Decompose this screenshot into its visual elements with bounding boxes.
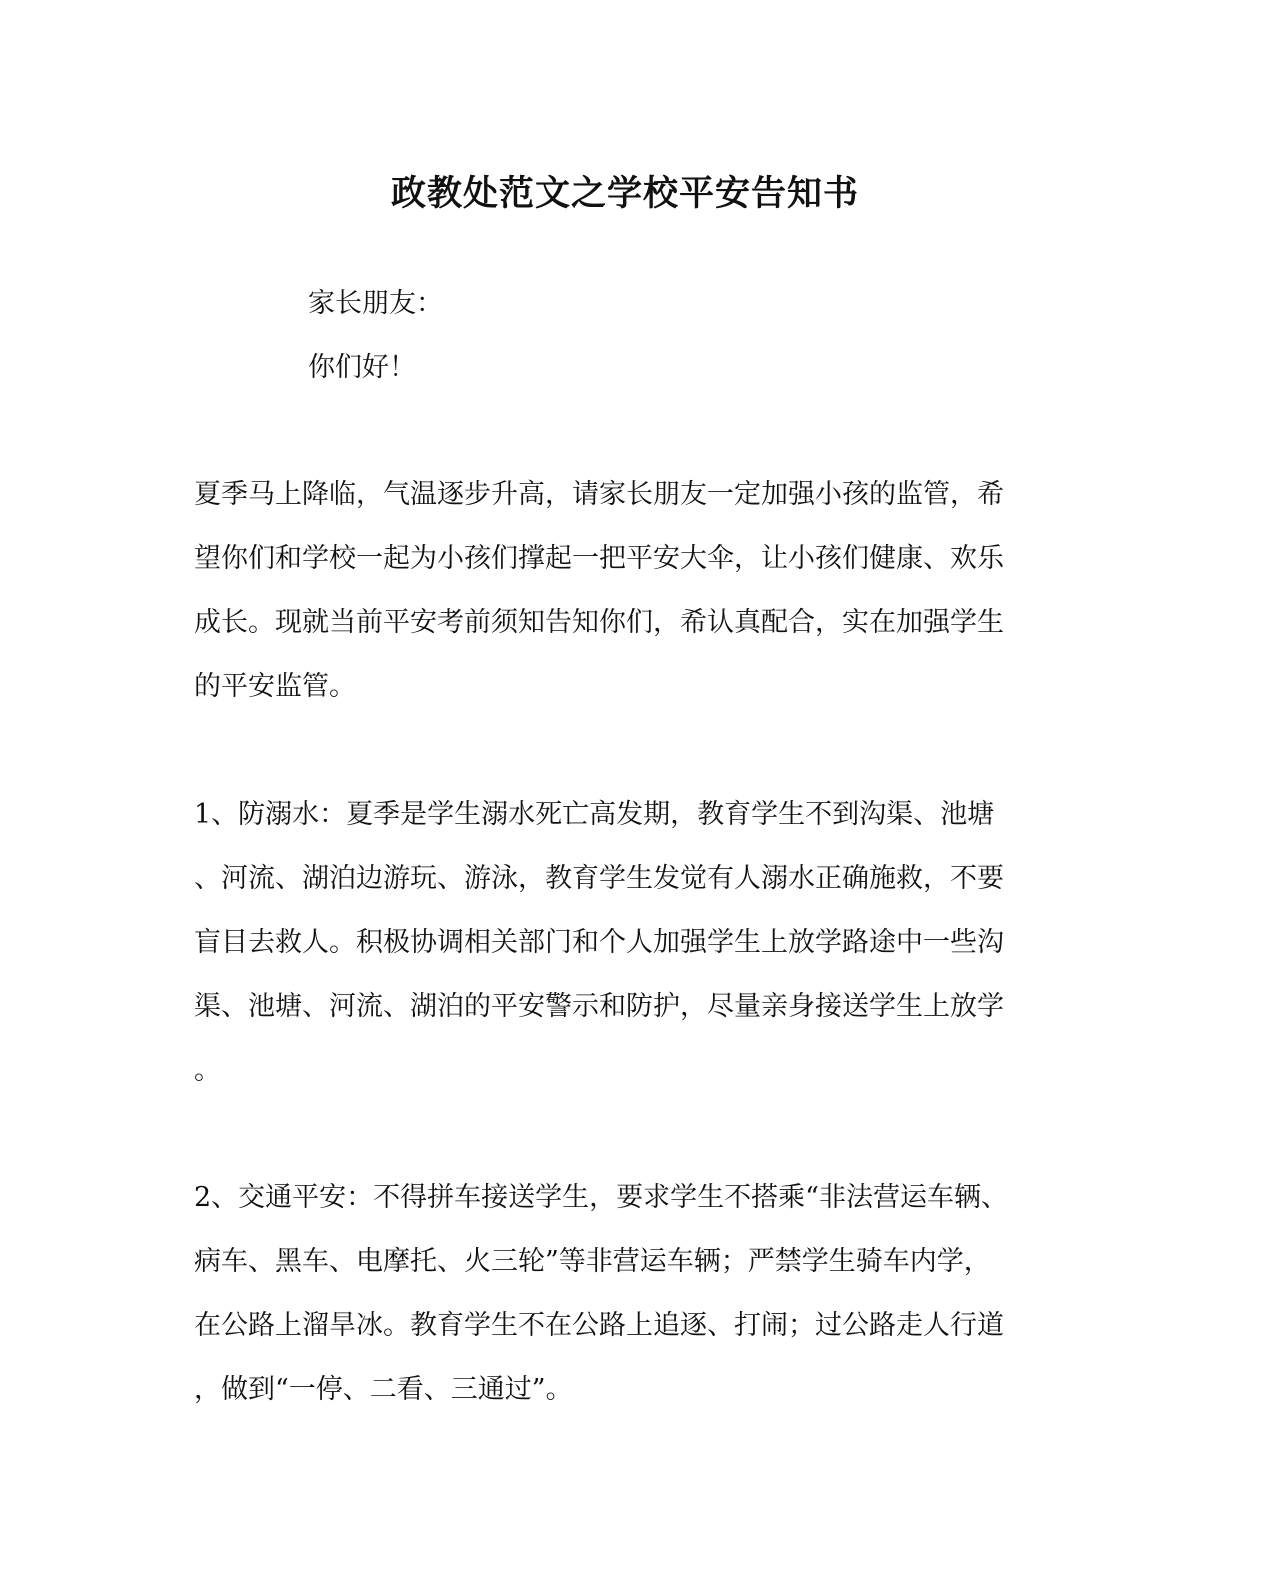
paragraph-traffic-safety [194,1166,1064,1422]
text-line: 。 [194,1055,221,1086]
text-line: 望你们和学校一起为小孩们撑起一把平安大伞，让小孩们健康、欢乐 [194,543,1004,574]
text-line: 盲目去救人。积极协调相关部门和个人加强学生上放学路途中一些沟 [194,927,1004,958]
text-line: 夏季马上降临，气温逐步升高，请家长朋友一定加强小孩的监管，希 [194,479,1004,510]
paragraph-drowning-prevention [194,783,1064,1103]
text-line: 成长。现就当前平安考前须知告知你们，希认真配合，实在加强学生 [194,607,1004,638]
text-line: 在公路上溜旱冰。教育学生不在公路上追逐、打闹；过公路走人行道 [194,1310,1004,1341]
salutation: 家长朋友： [308,288,443,319]
greeting: 你们好！ [308,352,416,383]
paragraph-intro [194,463,1064,719]
text-line: 1、防溺水：夏季是学生溺水死亡高发期，教育学生不到沟渠、池塘 [194,799,995,830]
text-line: 、河流、湖泊边游玩、游泳，教育学生发觉有人溺水正确施救，不要 [194,863,1004,894]
text-line: 渠、池塘、河流、湖泊的平安警示和防护，尽量亲身接送学生上放学 [194,991,1004,1022]
text-line: 的平安监管。 [194,671,356,702]
text-line: ，做到“一停、二看、三通过”。 [194,1374,573,1405]
text-line: 病车、黑车、电摩托、火三轮”等非营运车辆；严禁学生骑车内学， [194,1246,991,1277]
document-title: 政教处范文之学校平安告知书 [390,173,859,214]
text-line: 2、交通平安：不得拼车接送学生，要求学生不搭乘“非法营运车辆、 [194,1182,1008,1213]
